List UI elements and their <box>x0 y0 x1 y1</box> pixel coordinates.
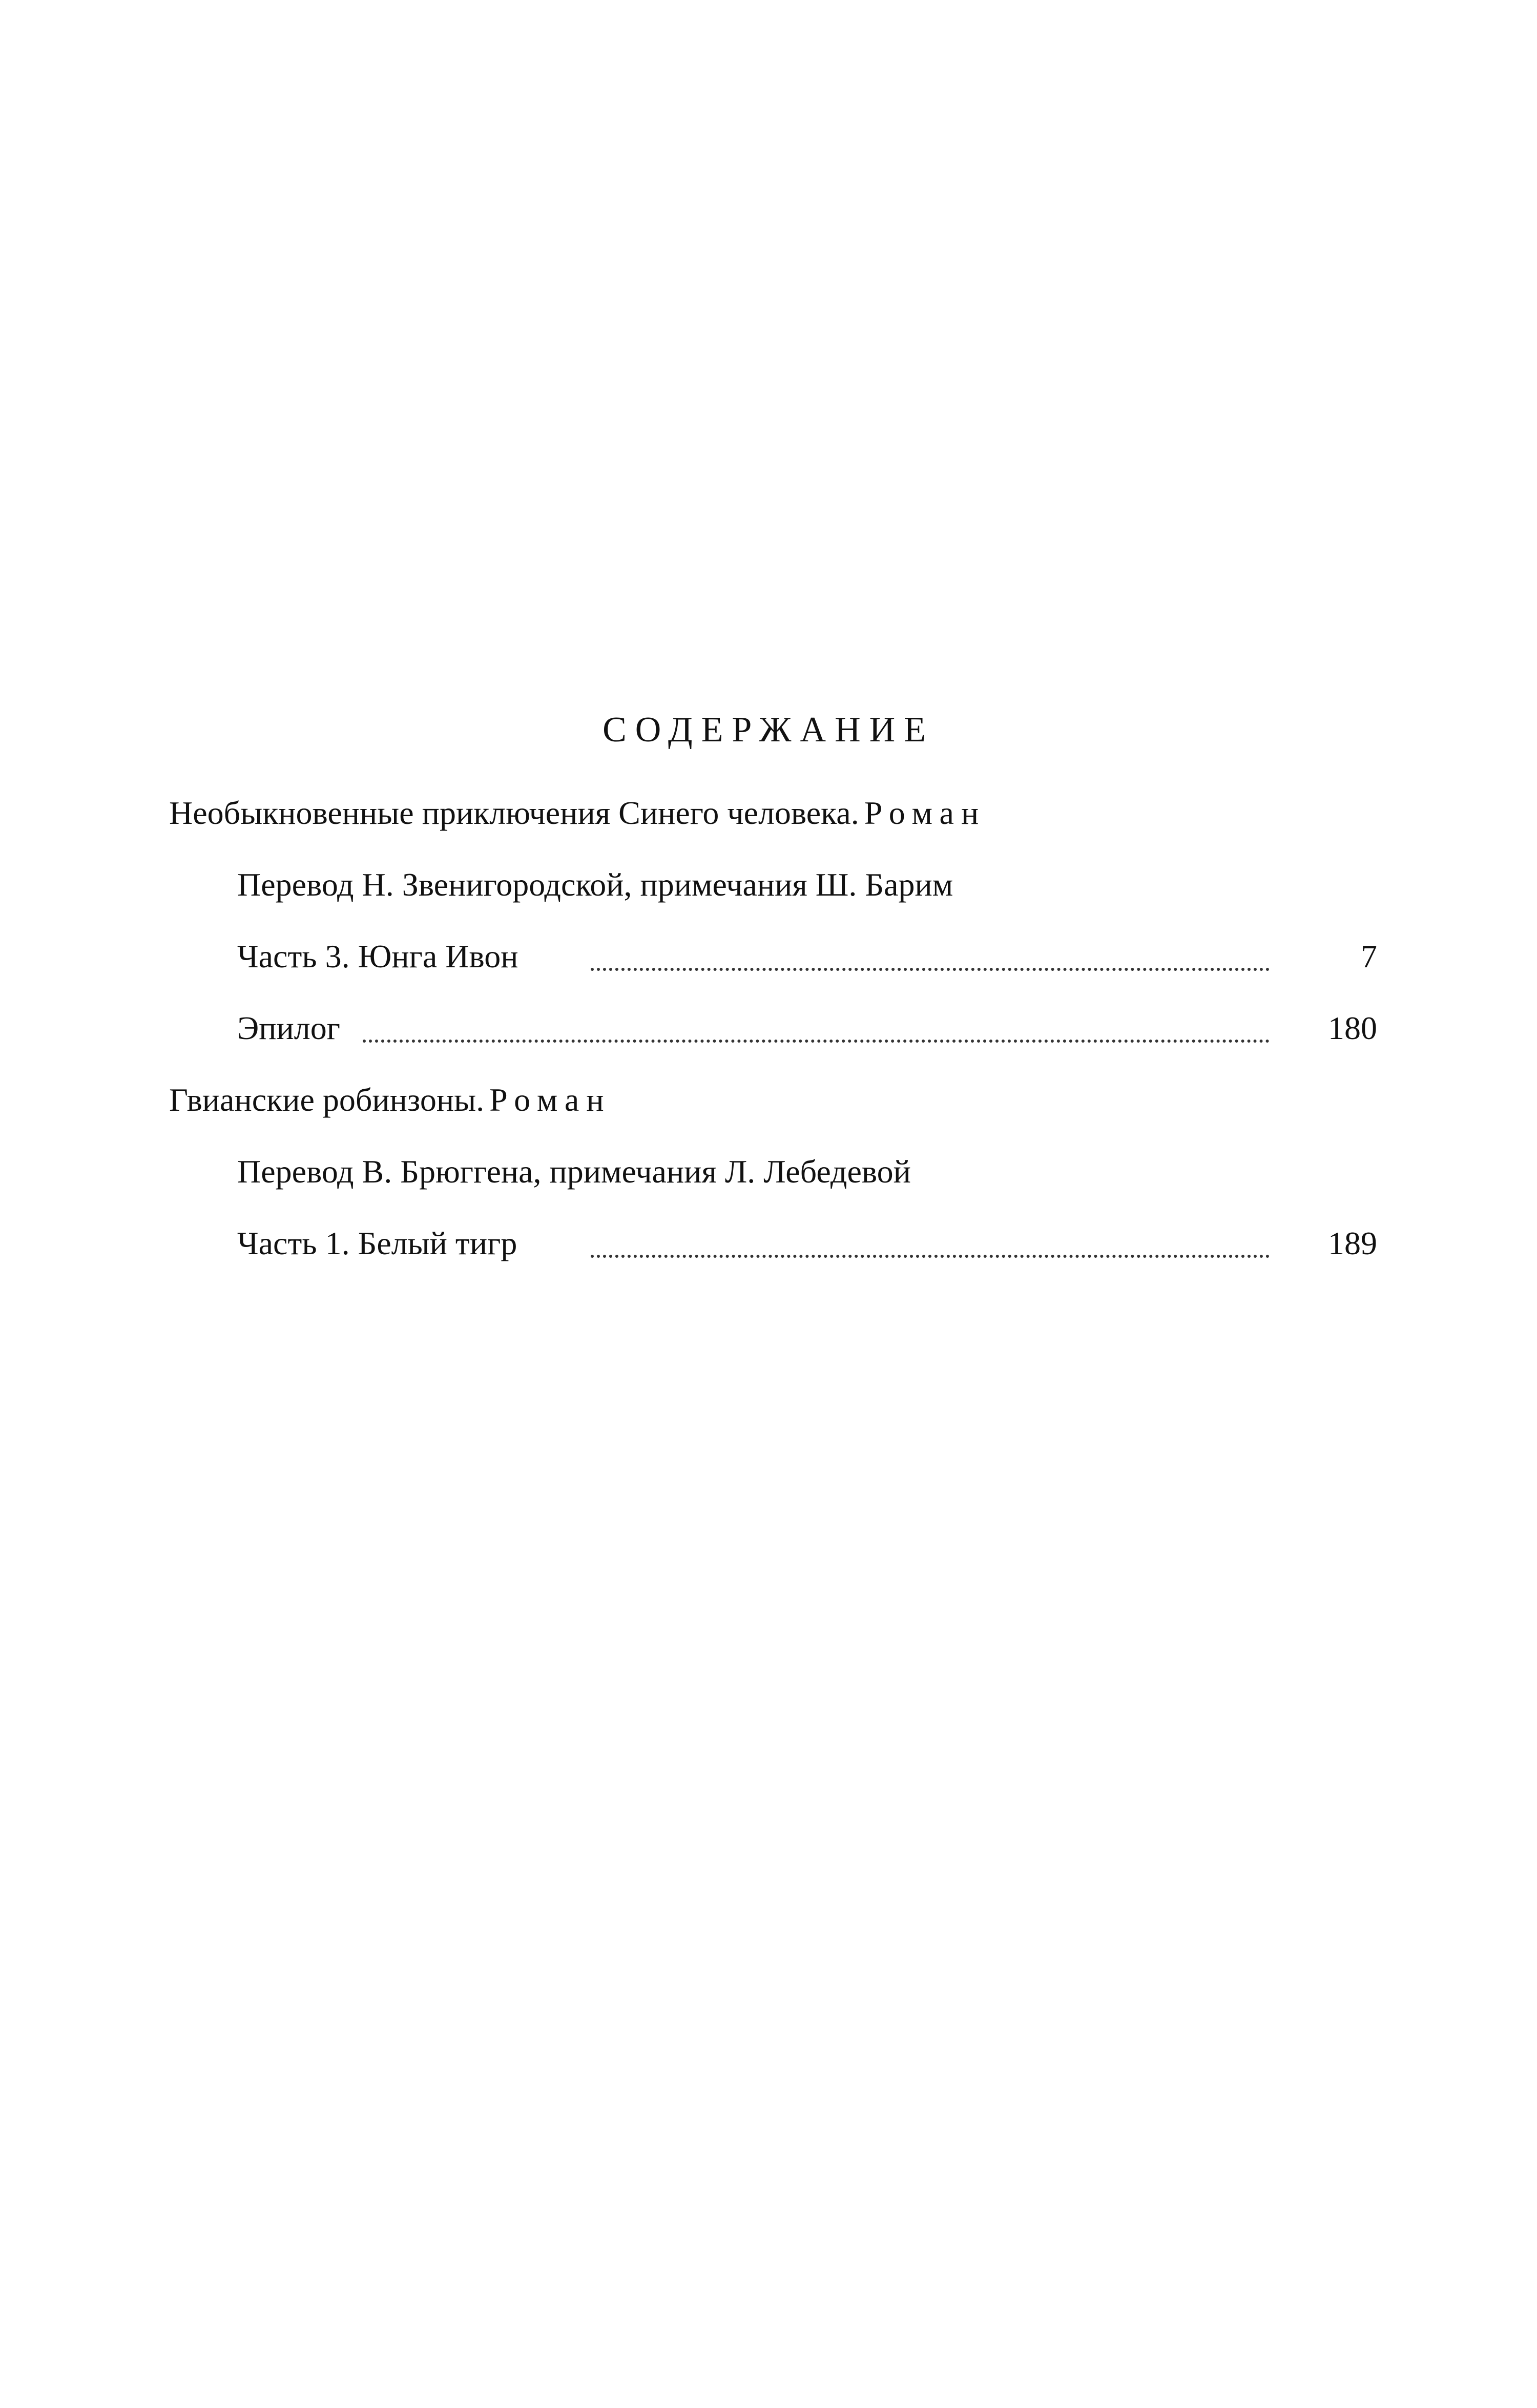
toc-entry[interactable] <box>237 1012 1377 1053</box>
work-1-title: Необыкновенные приключения Синего человека. <box>169 795 859 831</box>
work-1-title-line <box>169 797 986 829</box>
work-2-title-line <box>169 1084 611 1116</box>
work-2-translation: Перевод В. Брюггена, примечания Л. Лебедевой <box>237 1153 911 1190</box>
toc-entry-page: 7 <box>1361 938 1377 974</box>
toc-entry[interactable] <box>237 1227 1377 1268</box>
work-1-genre: Роман <box>864 795 986 831</box>
work-2-title: Гвианские робинзоны. <box>169 1082 485 1118</box>
toc-entry-page: 189 <box>1328 1225 1377 1261</box>
toc-entry-label: Эпилог <box>237 1010 340 1046</box>
dot-leader <box>363 1036 1270 1043</box>
dot-leader <box>591 965 1270 971</box>
work-2-genre: Роман <box>489 1082 611 1118</box>
dot-leader <box>591 1252 1270 1258</box>
toc-entry-label: Часть 3. Юнга Ивон <box>237 938 518 974</box>
toc-entry-label: Часть 1. Белый тигр <box>237 1225 517 1261</box>
toc-entry-page: 180 <box>1328 1010 1377 1046</box>
toc-entry[interactable] <box>237 940 1377 981</box>
work-1-translation: Перевод Н. Звенигородской, примечания Ш. Барим <box>237 866 953 903</box>
toc-heading: СОДЕРЖАНИЕ <box>603 710 934 750</box>
